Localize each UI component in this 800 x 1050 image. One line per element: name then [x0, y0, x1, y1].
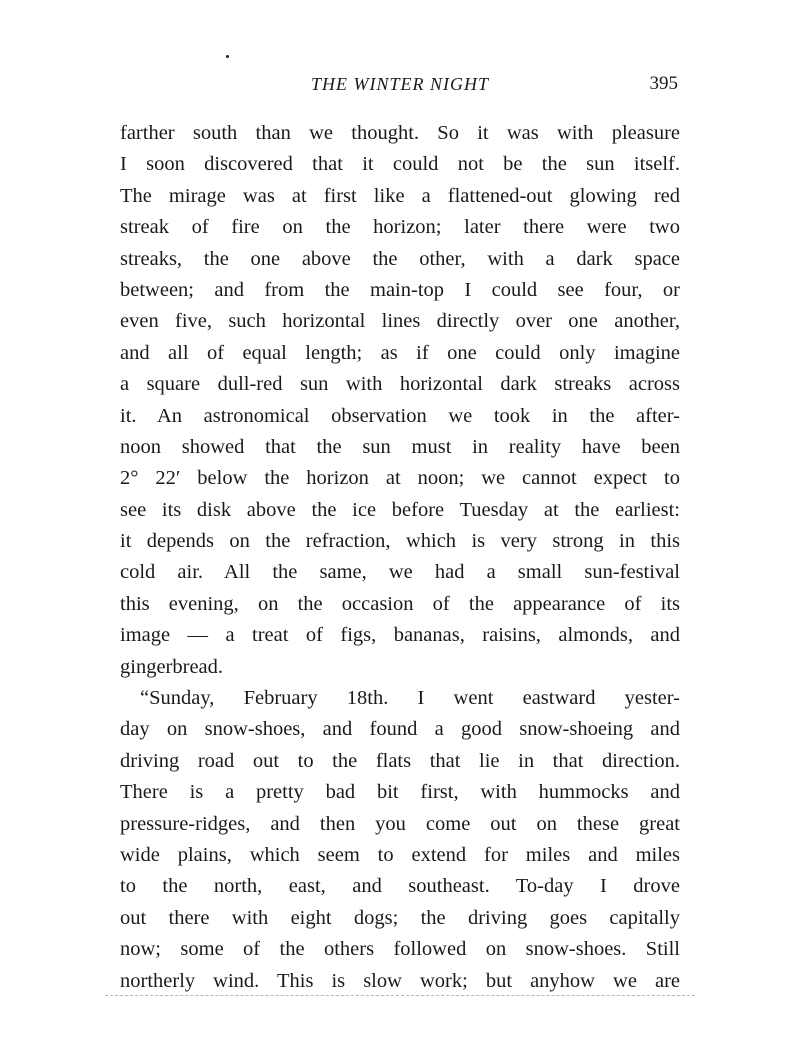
text-line: wide plains, which seem to extend for miles and miles	[120, 843, 680, 866]
text-line: between; and from the main-top I could see four, or	[120, 278, 680, 301]
text-line: it. An astronomical observation we took in the after-	[120, 404, 680, 427]
text-line: a square dull-red sun with horizontal dark streaks across	[120, 373, 680, 396]
text-line: it depends on the refraction, which is very strong in this	[120, 530, 680, 553]
running-title: THE WINTER NIGHT	[310, 74, 489, 94]
text-line: noon showed that the sun must in reality have been	[120, 435, 680, 458]
text-line: The mirage was at first like a flattened-out glowing red	[120, 184, 680, 207]
text-line: 2° 22′ below the horizon at noon; we cannot expect to	[120, 467, 680, 490]
text-line: northerly wind. This is slow work; but anyhow we are	[120, 969, 680, 992]
text-line: I soon discovered that it could not be the sun itself.	[120, 153, 680, 176]
ink-speck	[226, 55, 229, 58]
text-line: even five, such horizontal lines directly over one another,	[120, 310, 680, 333]
page-header	[120, 71, 680, 97]
text-line: streak of fire on the horizon; later there were two	[120, 216, 680, 239]
bottom-rule	[105, 995, 695, 996]
text-line: farther south than we thought. So it was with pleasure	[120, 122, 680, 144]
body-text	[120, 118, 680, 997]
text-line: streaks, the one above the other, with a dark space	[120, 247, 680, 270]
text-line: gingerbread.	[120, 655, 224, 678]
text-line: out there with eight dogs; the driving goes capitally	[120, 906, 680, 929]
text-line: now; some of the others followed on snow-shoes. Still	[120, 938, 680, 961]
text-line: image — a treat of figs, bananas, raisins, almonds, and	[120, 624, 680, 647]
text-line: this evening, on the occasion of the appearance of its	[120, 592, 680, 615]
text-line: driving road out to the flats that lie in that direction.	[120, 749, 680, 772]
text-line: to the north, east, and southeast. To-day I drove	[120, 875, 680, 898]
text-line: and all of equal length; as if one could only imagine	[120, 341, 680, 364]
text-line: pressure-ridges, and then you come out on these great	[120, 812, 680, 835]
text-line: cold air. All the same, we had a small sun-festival	[120, 561, 680, 584]
text-line: “Sunday, February 18th. I went eastward yester-	[140, 687, 680, 710]
page-number: 395	[649, 73, 678, 94]
text-line: day on snow-shoes, and found a good snow-shoeing and	[120, 718, 680, 741]
text-line: see its disk above the ice before Tuesday at the earliest:	[120, 498, 680, 521]
text-line: There is a pretty bad bit first, with hummocks and	[120, 781, 680, 804]
